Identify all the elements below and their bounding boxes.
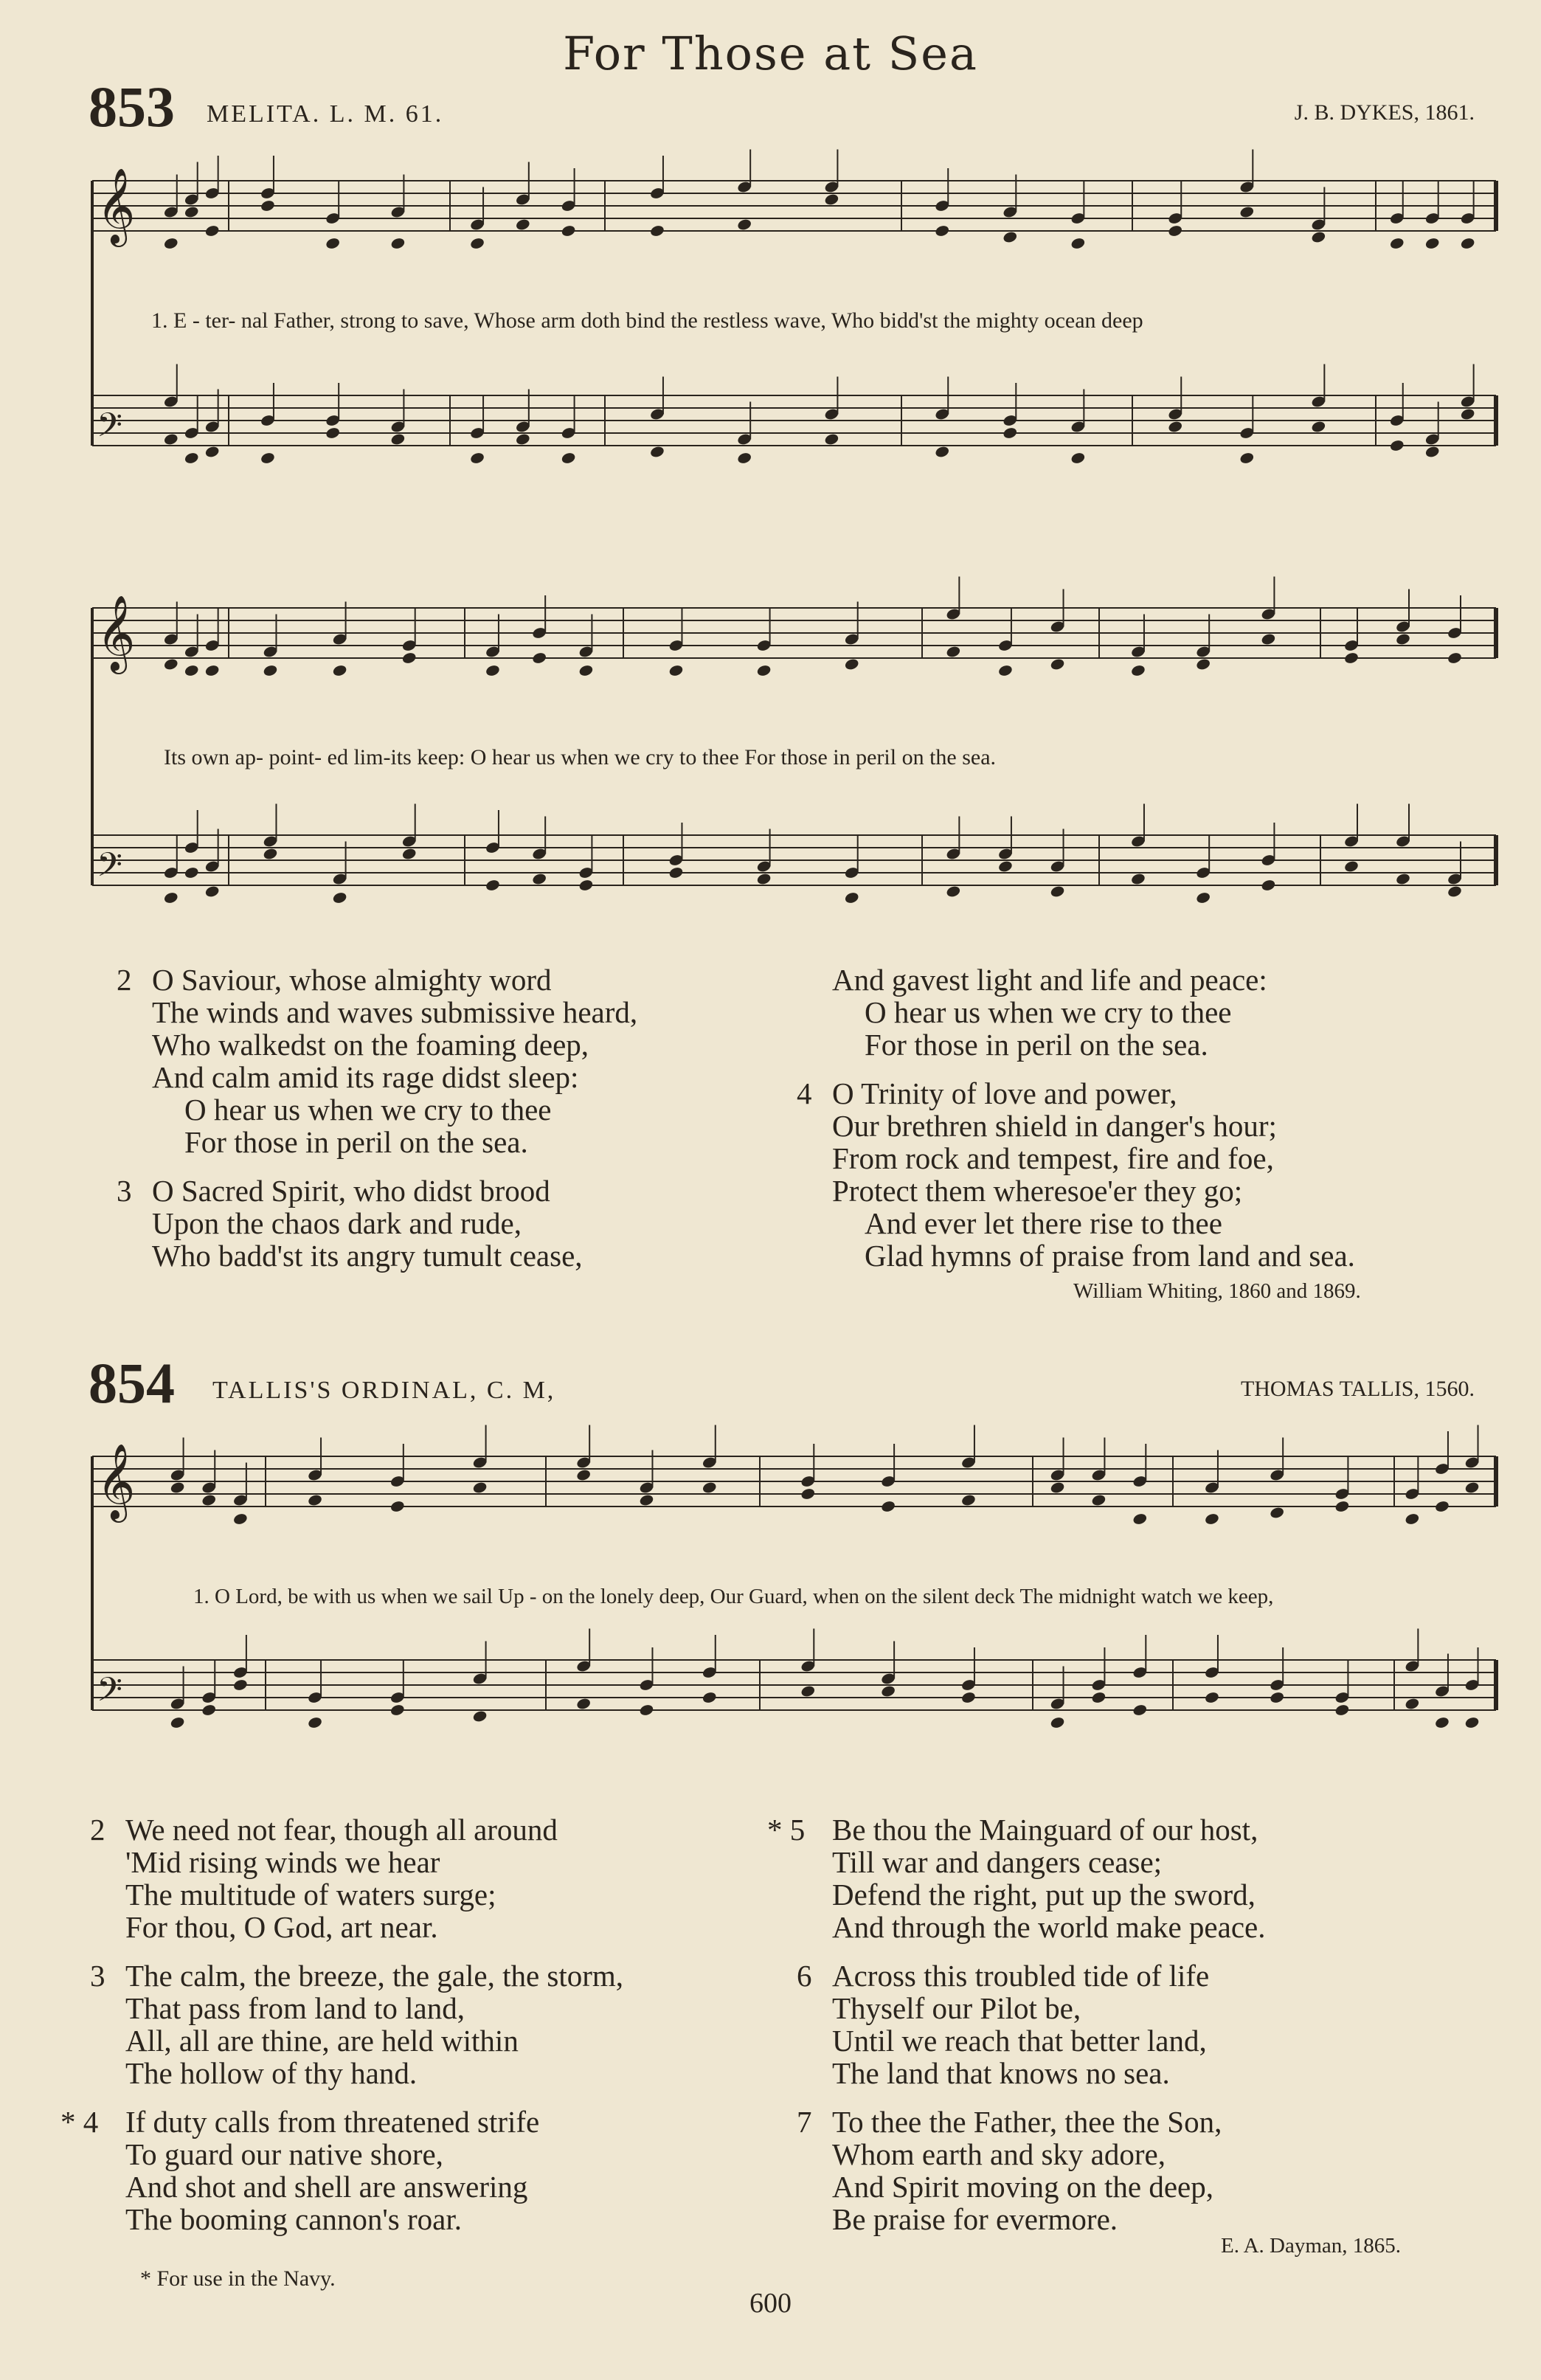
composer: J. B. DYKES, 1861.: [1294, 100, 1475, 125]
note-head: [163, 237, 179, 250]
note-head: [531, 651, 547, 665]
text-author: William Whiting, 1860 and 1869.: [1073, 1279, 1361, 1303]
note-head: [204, 445, 220, 458]
note-head: [736, 452, 752, 465]
stanza-line-text: And gavest light and life and peace:: [832, 963, 1267, 997]
note-head: [1091, 1691, 1107, 1704]
note-head: [1343, 651, 1359, 665]
note-head: [844, 891, 859, 904]
stanza-number: 3: [90, 1959, 105, 1993]
note-head: [515, 432, 530, 446]
note-head: [307, 1493, 322, 1506]
note-head: [1261, 632, 1276, 646]
note-head: [1460, 407, 1475, 421]
note-head: [1311, 230, 1326, 243]
stanza-line: [797, 2203, 1265, 2235]
stanza-line: [797, 1959, 1265, 1992]
footnote: * For use in the Navy.: [140, 2266, 336, 2291]
note-head: [1204, 1691, 1219, 1704]
note-head: [263, 847, 278, 860]
note-head: [1424, 445, 1440, 458]
stanza-line-text: O hear us when we cry to thee: [865, 995, 1232, 1029]
note-head: [332, 891, 347, 904]
note-head: [1195, 891, 1211, 904]
stanza-line: [117, 1126, 637, 1158]
stanza-line: [60, 2105, 623, 2139]
stanza-line-text: Upon the chaos dark and rude,: [152, 1206, 522, 1240]
note-head: [1002, 230, 1018, 243]
stanza-line: [797, 1077, 1355, 1110]
note-head: [668, 866, 684, 879]
note-head: [1050, 1481, 1065, 1494]
stanza-line: [90, 1911, 623, 1943]
stanza-number: 3: [117, 1174, 132, 1208]
stanza-line-text: Our brethren shield in danger's hour;: [832, 1109, 1277, 1143]
note-head: [1395, 632, 1410, 646]
note-head: [800, 1684, 816, 1698]
note-head: [1334, 1703, 1350, 1717]
stanza-line: [117, 1061, 637, 1093]
stanza-line-text: Who badd'st its angry tumult cease,: [152, 1239, 583, 1273]
stanza-number: * 4: [60, 2105, 99, 2139]
note-head: [1405, 1697, 1420, 1710]
note-head: [756, 872, 772, 885]
note-head: [1195, 657, 1211, 671]
stanza-line-text: And calm amid its rage didst sleep:: [152, 1060, 579, 1094]
stanza-number: * 5: [767, 1813, 806, 1847]
note-head: [263, 664, 278, 677]
note-head: [184, 205, 199, 218]
note-head: [997, 859, 1013, 873]
note-head: [204, 224, 220, 238]
stanza-line-text: 'Mid rising winds we hear: [125, 1845, 440, 1879]
note-head: [531, 872, 547, 885]
stanza-line: [767, 1813, 1265, 1847]
note-head: [880, 1684, 896, 1698]
note-head: [668, 664, 684, 677]
stanza-line: [797, 1142, 1355, 1175]
stanza-line: [117, 1175, 637, 1207]
note-head: [1447, 885, 1462, 898]
note-head: [472, 1709, 488, 1723]
stanza-line: [797, 1207, 1355, 1239]
note-head: [1132, 1703, 1148, 1717]
stanza-line: [90, 2057, 623, 2089]
stanza: [90, 1959, 623, 2089]
stanza: [60, 2105, 623, 2236]
note-head: [649, 224, 665, 238]
note-head: [1168, 420, 1183, 433]
bass-clef-icon: 𝄢: [97, 845, 122, 892]
note-head: [702, 1691, 717, 1704]
stanza: [797, 964, 1355, 1061]
stanza-line-text: The hollow of thy hand.: [125, 2056, 418, 2090]
note-head: [960, 1691, 976, 1704]
note-head: [880, 1500, 896, 1513]
note-head: [702, 1481, 717, 1494]
note-head: [1204, 1512, 1219, 1526]
stanza-line: [797, 1175, 1355, 1207]
stanza-line-text: For those in peril on the sea.: [865, 1028, 1208, 1062]
note-head: [1460, 237, 1475, 250]
note-head: [201, 1703, 217, 1717]
note-head: [307, 1716, 322, 1729]
note-head: [201, 1493, 217, 1506]
stanza: [797, 2106, 1265, 2235]
tune-name: MELITA. L. M. 61.: [207, 100, 444, 128]
stanza-line: [90, 1813, 623, 1846]
note-head: [469, 237, 485, 250]
stanza-line-text: Be thou the Mainguard of our host,: [832, 1813, 1258, 1847]
note-head: [946, 645, 961, 658]
stanza-line-text: O hear us when we cry to thee: [184, 1093, 552, 1127]
stanza-line-text: The calm, the breeze, the gale, the storm,: [125, 1959, 624, 1993]
stanza-number: 6: [797, 1959, 812, 1993]
note-head: [824, 432, 839, 446]
note-head: [1269, 1506, 1284, 1519]
stanza-number: 4: [797, 1076, 812, 1110]
stanza-number: 2: [117, 963, 132, 997]
stanza-line-text: Glad hymns of praise from land and sea.: [865, 1239, 1355, 1273]
stanza-line-text: O Saviour, whose almighty word: [152, 963, 552, 997]
note-head: [946, 885, 961, 898]
note-head: [401, 847, 417, 860]
stanza-line-text: Till war and dangers cease;: [832, 1845, 1163, 1879]
stanza-line-text: Be praise for evermore.: [832, 2202, 1118, 2236]
stanza-number: 2: [90, 1813, 105, 1847]
text-author: E. A. Dayman, 1865.: [1221, 2234, 1402, 2258]
stanza-line-text: The winds and waves submissive heard,: [152, 995, 638, 1029]
note-head: [1434, 1500, 1450, 1513]
note-head: [184, 664, 199, 677]
stanza-line: [797, 2106, 1265, 2138]
stanza-line-text: And through the world make peace.: [832, 1910, 1266, 1944]
stanza-line: [797, 964, 1355, 996]
note-head: [472, 1481, 488, 1494]
stanza-line: [797, 2024, 1265, 2057]
bass-clef-icon: 𝄢: [97, 406, 122, 452]
tune-name: TALLIS'S ORDINAL, C. M,: [212, 1377, 556, 1404]
stanza-line: [117, 996, 637, 1028]
verses-right-column: [797, 964, 1355, 1288]
music-lyric-line: 1. E - ter- nal Father, strong to save, Whose arm doth bind the restless wave, Who bidd'st the mighty ocean deep: [151, 308, 1143, 333]
composer: THOMAS TALLIS, 1560.: [1240, 1377, 1475, 1401]
note-head: [1311, 420, 1326, 433]
stanza-line: [797, 1028, 1355, 1061]
stanza: [117, 964, 637, 1158]
note-head: [844, 657, 859, 671]
note-head: [1343, 859, 1359, 873]
note-head: [575, 1468, 591, 1481]
note-head: [170, 1481, 185, 1494]
page-title: For Those at Sea: [563, 27, 978, 80]
note-head: [260, 199, 275, 212]
stanza-line: [117, 1239, 637, 1272]
note-head: [232, 1678, 248, 1692]
note-head: [389, 1703, 405, 1717]
stanza-line: [90, 2024, 623, 2057]
note-head: [1002, 426, 1018, 440]
stanza: [767, 1813, 1266, 1944]
note-head: [1130, 872, 1146, 885]
stanza-line: [117, 1207, 637, 1239]
note-head: [204, 664, 220, 677]
stanza-line-text: The land that knows no sea.: [832, 2056, 1170, 2090]
note-head: [649, 445, 665, 458]
stanza-number: 7: [797, 2105, 812, 2139]
music-lyric-line: Its own ap- point- ed lim-its keep: O hear us when we cry to thee For those in peril on the sea.: [164, 745, 997, 769]
note-head: [170, 1716, 185, 1729]
stanza-line: [117, 964, 637, 996]
page-number: 600: [749, 2288, 792, 2319]
note-head: [1239, 452, 1255, 465]
verses-right-column: [767, 1813, 1266, 2252]
note-head: [325, 237, 340, 250]
stanza-line: [117, 1028, 637, 1061]
note-head: [1269, 1691, 1284, 1704]
stanza-line-text: For thou, O God, art near.: [125, 1910, 438, 1944]
stanza-line-text: Who walkedst on the foaming deep,: [152, 1028, 589, 1062]
stanza-line: [797, 1992, 1265, 2024]
note-head: [204, 885, 220, 898]
note-head: [639, 1703, 654, 1717]
note-head: [1239, 205, 1255, 218]
stanza-line: [797, 1239, 1355, 1272]
note-head: [401, 651, 417, 665]
stanza-line: [797, 1911, 1265, 1943]
stanza-line: [797, 2138, 1265, 2170]
note-head: [1424, 237, 1440, 250]
stanza-line: [797, 1846, 1265, 1878]
stanza-line-text: All, all are thine, are held within: [125, 2024, 519, 2058]
note-head: [163, 432, 179, 446]
note-head: [1050, 885, 1065, 898]
note-head: [232, 1512, 248, 1526]
verses-left-column: [60, 1813, 624, 2252]
note-head: [515, 218, 530, 231]
note-head: [1395, 872, 1410, 885]
note-head: [469, 452, 485, 465]
bass-clef-icon: 𝄢: [97, 1670, 122, 1717]
stanza-line-text: If duty calls from threatened strife: [125, 2105, 540, 2139]
note-head: [1405, 1512, 1420, 1526]
stanza-line-text: Whom earth and sky adore,: [832, 2137, 1166, 2171]
note-head: [1434, 1716, 1450, 1729]
stanza-line-text: Across this troubled tide of life: [832, 1959, 1210, 1993]
hymn-number: 853: [89, 75, 175, 139]
note-head: [260, 452, 275, 465]
stanza-line-text: Until we reach that better land,: [832, 2024, 1207, 2058]
note-head: [390, 237, 406, 250]
hymn-number: 854: [89, 1351, 175, 1415]
note-head: [1261, 879, 1276, 892]
stanza-line: [90, 2170, 623, 2203]
note-head: [1130, 664, 1146, 677]
stanza-line-text: The booming cannon's roar.: [125, 2202, 463, 2236]
note-head: [960, 1493, 976, 1506]
stanza-line-text: And shot and shell are answering: [125, 2170, 528, 2204]
note-head: [575, 1697, 591, 1710]
stanza-line: [90, 1846, 623, 1878]
note-head: [935, 445, 950, 458]
note-head: [1389, 439, 1405, 452]
stanza-line-text: Thyself our Pilot be,: [832, 1991, 1081, 2025]
note-head: [756, 664, 772, 677]
stanza-line: [797, 2170, 1265, 2203]
stanza-line: [90, 1878, 623, 1911]
note-head: [1447, 651, 1462, 665]
stanza-line: [797, 2057, 1265, 2089]
stanza-line: [797, 1110, 1355, 1142]
note-head: [163, 891, 179, 904]
note-head: [1464, 1481, 1480, 1494]
note-head: [578, 879, 594, 892]
note-head: [1070, 237, 1086, 250]
note-head: [1389, 237, 1405, 250]
note-head: [639, 1493, 654, 1506]
note-head: [1464, 1716, 1480, 1729]
treble-clef-icon: 𝄞: [97, 595, 136, 671]
note-head: [1050, 1716, 1065, 1729]
stanza-line-text: To thee the Father, thee the Son,: [832, 2105, 1222, 2139]
stanza: [797, 1959, 1265, 2089]
stanza-line-text: And Spirit moving on the deep,: [832, 2170, 1214, 2204]
stanza: [797, 1077, 1355, 1272]
note-head: [1091, 1493, 1107, 1506]
stanza-line-text: Protect them wheresoe'er they go;: [832, 1174, 1243, 1208]
stanza: [117, 1175, 637, 1272]
note-head: [935, 224, 950, 238]
stanza-line: [117, 1093, 637, 1126]
note-head: [389, 1500, 405, 1513]
note-head: [485, 664, 500, 677]
note-head: [184, 452, 199, 465]
stanza-line: [797, 996, 1355, 1028]
note-head: [1132, 1512, 1148, 1526]
treble-clef-icon: 𝄞: [97, 167, 136, 243]
note-head: [163, 657, 179, 671]
note-head: [824, 193, 839, 206]
stanza-line: [90, 2138, 623, 2170]
stanza-line-text: We need not fear, though all around: [125, 1813, 558, 1847]
note-head: [332, 664, 347, 677]
note-head: [1168, 224, 1183, 238]
stanza-line-text: O Trinity of love and power,: [832, 1076, 1177, 1110]
stanza-line: [797, 1878, 1265, 1911]
stanza: [90, 1813, 623, 1943]
note-head: [736, 218, 752, 231]
note-head: [1070, 452, 1086, 465]
stanza-line: [90, 1992, 623, 2024]
note-head: [997, 664, 1013, 677]
stanza-line: [90, 1959, 623, 1992]
note-head: [1050, 657, 1065, 671]
stanza-line-text: To guard our native shore,: [125, 2137, 443, 2171]
note-head: [578, 664, 594, 677]
verses-left-column: [117, 964, 637, 1288]
note-head: [184, 866, 199, 879]
note-head: [561, 224, 576, 238]
note-head: [390, 432, 406, 446]
note-head: [1334, 1500, 1350, 1513]
stanza-line-text: Defend the right, put up the sword,: [832, 1878, 1256, 1912]
treble-clef-icon: 𝄞: [97, 1443, 136, 1519]
music-lyric-line: 1. O Lord, be with us when we sail Up - on the lonely deep, Our Guard, when on the silent deck The midnight watch we keep,: [193, 1585, 1274, 1608]
note-head: [485, 879, 500, 892]
note-head: [325, 426, 340, 440]
note-head: [800, 1487, 816, 1501]
stanza-line-text: For those in peril on the sea.: [184, 1125, 528, 1159]
stanza-line: [90, 2203, 623, 2235]
stanza-line-text: That pass from land to land,: [125, 1991, 465, 2025]
stanza-line-text: The multitude of waters surge;: [125, 1878, 496, 1912]
stanza-line-text: O Sacred Spirit, who didst brood: [152, 1174, 550, 1208]
stanza-line-text: From rock and tempest, fire and foe,: [832, 1141, 1274, 1175]
stanza-line-text: And ever let there rise to thee: [865, 1206, 1222, 1240]
note-head: [561, 452, 576, 465]
